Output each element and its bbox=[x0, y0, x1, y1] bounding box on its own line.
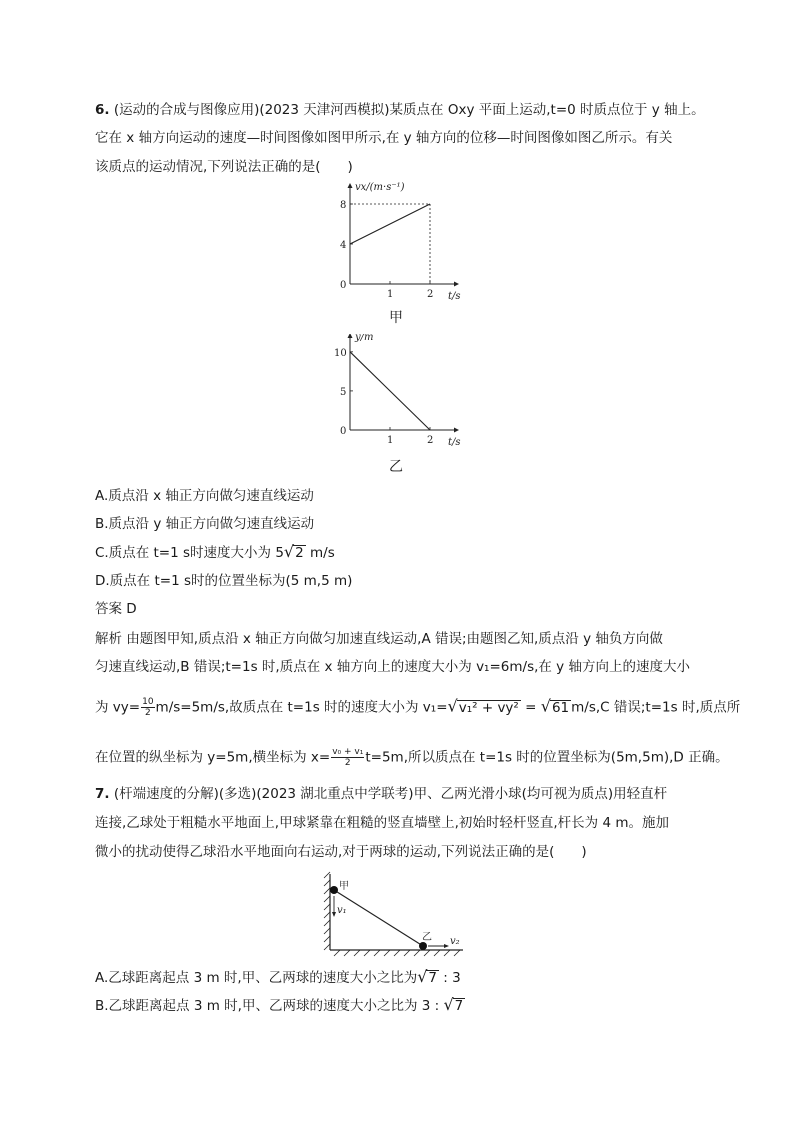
v1-label: v₁ bbox=[337, 905, 347, 916]
q6-stem-line-3: 该质点的运动情况,下列说法正确的是( ) bbox=[95, 159, 353, 175]
ball-jia bbox=[330, 886, 338, 894]
q6-option-c: C.质点在 t=1 s时速度大小为 5√2 m/s bbox=[95, 542, 335, 561]
q6-answer: 答案 D bbox=[95, 601, 137, 617]
origin-label: 0 bbox=[340, 426, 347, 437]
y-axis-arrow bbox=[348, 334, 353, 338]
ball-jia-label: 甲 bbox=[339, 881, 349, 892]
x-axis-label: t/s bbox=[448, 437, 461, 448]
q6-analysis-line-2: 匀速直线运动,B 错误;t=1s 时,质点在 x 轴方向上的速度大小为 v₁=6m/s,在 y 轴方向上的速度大小 bbox=[95, 659, 690, 675]
q6-analysis-line-4: 在位置的纵坐标为 y=5m,横坐标为 x= $\frac{\text{v₀ + v₁}}{2}$ t=5m,所以质点在 t=1s 时的位置坐标为(5m,5m),D 正确。 bbox=[95, 747, 729, 768]
v2-arrow bbox=[428, 944, 449, 948]
origin-label: 0 bbox=[340, 280, 347, 291]
y-tick-label: 5 bbox=[340, 386, 347, 398]
q7-stem-line-2: 连接,乙球处于粗糙水平地面上,甲球紧靠在粗糙的竖直墙壁上,初始时轻杆竖直,杆长为 4 m。施加 bbox=[95, 815, 669, 831]
rod-figure bbox=[318, 870, 468, 960]
floor bbox=[330, 950, 463, 956]
q7-option-b: B.乙球距离起点 3 m 时,甲、乙两球的速度大小之比为 3 : √7 bbox=[95, 995, 464, 1014]
y-axis-label: y/m bbox=[355, 334, 374, 343]
y-tick-label: 4 bbox=[340, 240, 347, 251]
wall bbox=[324, 872, 330, 950]
y-tick-label: 8 bbox=[340, 200, 347, 211]
chart-yi bbox=[320, 334, 470, 449]
x-axis-arrow bbox=[454, 282, 459, 287]
q7-number: 7. bbox=[95, 786, 110, 802]
q7-stem-line-3: 微小的扰动使得乙球沿水平地面向右运动,对于两球的运动,下列说法正确的是( ) bbox=[95, 844, 587, 860]
ball-yi bbox=[419, 942, 427, 950]
x-tick-label: 1 bbox=[387, 435, 394, 446]
q6-analysis-line-3: 为 vy= $\frac{10}{2}$ m/s=5m/s,故质点在 t=1s 时的速度大小为 v₁=√v₁² + vy² = √61 m/s,C 错误;t=1s 时,质点所 bbox=[95, 696, 741, 718]
x-axis-arrow bbox=[454, 428, 459, 433]
q7-stem-line-1: 7. (杆端速度的分解)(多选)(2023 湖北重点中学联考)甲、乙两光滑小球(均可视为质点)用轻直杆 bbox=[95, 786, 668, 802]
series-line bbox=[350, 352, 430, 430]
y-axis-arrow bbox=[348, 183, 353, 188]
v2-label: v₂ bbox=[450, 936, 460, 947]
q6-option-b: B.质点沿 y 轴正方向做匀速直线运动 bbox=[95, 516, 315, 532]
y-axis-label: vx/(m·s⁻¹) bbox=[355, 182, 405, 193]
ball-yi-label: 乙 bbox=[422, 932, 432, 943]
x-tick-label: 1 bbox=[387, 289, 394, 300]
q6-option-d: D.质点在 t=1 s时的位置坐标为(5 m,5 m) bbox=[95, 573, 353, 589]
x-tick-label: 2 bbox=[427, 289, 434, 300]
x-tick-label: 2 bbox=[427, 435, 434, 446]
q6-stem-line-1: 6. (运动的合成与图像应用)(2023 天津河西模拟)某质点在 Oxy 平面上运动,t=0 时质点位于 y 轴上。 bbox=[95, 102, 705, 118]
series-line bbox=[350, 204, 430, 244]
q6-number: 6. bbox=[95, 102, 110, 118]
y-tick-label: 10 bbox=[334, 347, 347, 359]
x-axis-label: t/s bbox=[448, 291, 461, 302]
v1-arrow bbox=[332, 896, 336, 917]
q6-option-a: A.质点沿 x 轴正方向做匀速直线运动 bbox=[95, 488, 314, 504]
chart-jia bbox=[320, 182, 470, 302]
q6-analysis-line-1: 解析 由题图甲知,质点沿 x 轴正方向做匀加速直线运动,A 错误;由题图乙知,质点沿 y 轴负方向做 bbox=[95, 631, 663, 647]
chart-yi-caption: 乙 bbox=[389, 459, 403, 475]
q6-stem-line-2: 它在 x 轴方向运动的速度—时间图像如图甲所示,在 y 轴方向的位移—时间图像如图乙所示。有关 bbox=[95, 130, 673, 146]
chart-jia-caption: 甲 bbox=[389, 310, 403, 326]
rod bbox=[334, 890, 423, 946]
q7-option-a: A.乙球距离起点 3 m 时,甲、乙两球的速度大小之比为√7 : 3 bbox=[95, 967, 461, 986]
